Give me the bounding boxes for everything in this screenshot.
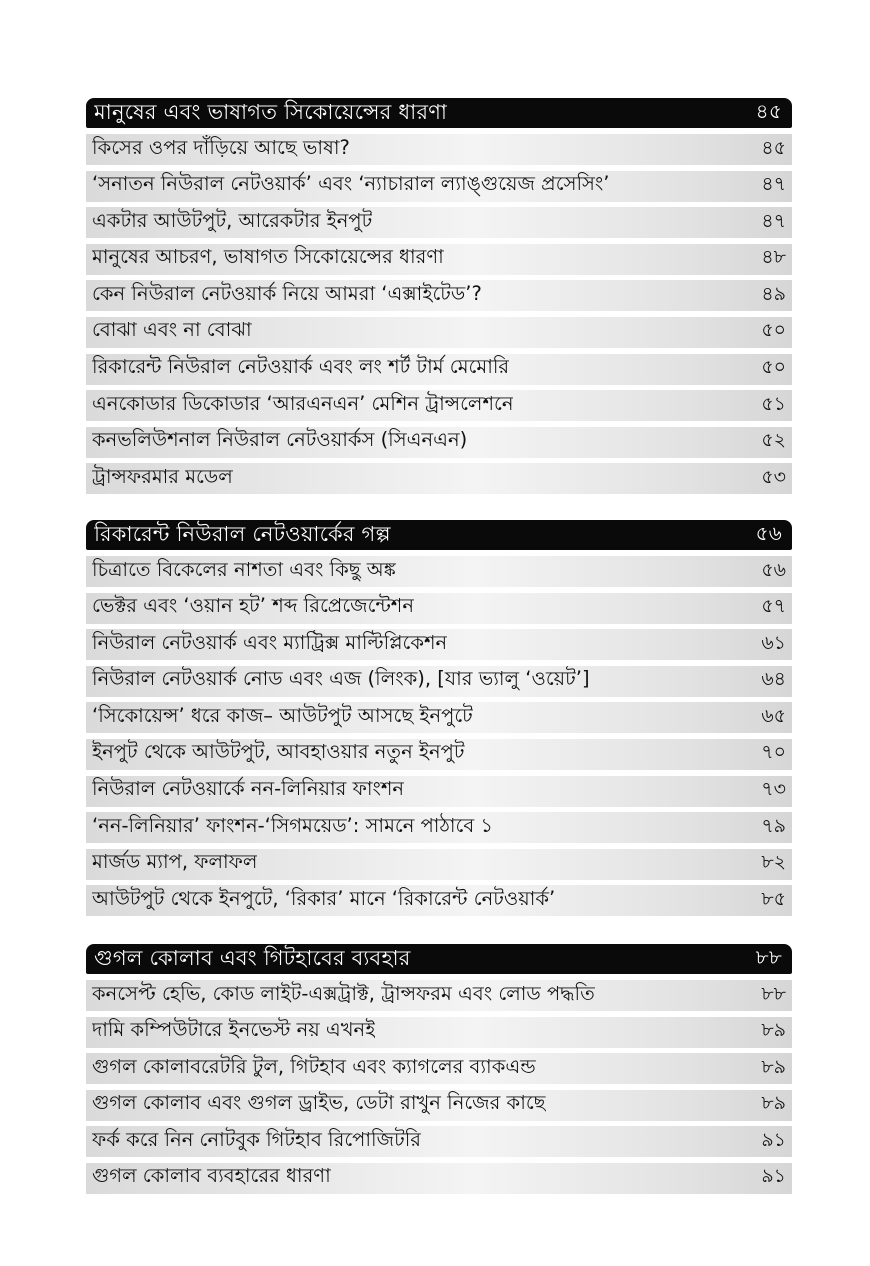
entry-title: চিত্রাতে বিকেলের নাশতা এবং কিছু অঙ্ক bbox=[92, 557, 396, 581]
toc-entry bbox=[86, 702, 792, 733]
entry-page-number: ৯১ bbox=[761, 1165, 786, 1188]
section-header bbox=[86, 520, 792, 550]
toc-entry bbox=[86, 354, 792, 385]
section-entries bbox=[86, 980, 792, 1194]
section-title: মানুষের এবং ভাষাগত সিকোয়েন্সের ধারণা bbox=[94, 99, 448, 124]
toc-entry bbox=[86, 427, 792, 458]
toc-section bbox=[86, 944, 792, 1200]
entry-title: গুগল কোলাব এবং গুগল ড্রাইভ, ডেটা রাখুন নিজের কাছে bbox=[92, 1091, 546, 1115]
toc-entry bbox=[86, 812, 792, 843]
entry-title: কনসেপ্ট হেভি, কোড লাইট-এক্সট্রাক্ট, ট্রান্সফরম এবং লোড পদ্ধতি bbox=[92, 981, 595, 1005]
toc-entry bbox=[86, 1017, 792, 1048]
entry-title: নিউরাল নেটওয়ার্ক নোড এবং এজ (লিংক), [যার ভ্যালু ‘ওয়েট’] bbox=[92, 667, 590, 691]
entry-title: বোঝা এবং না বোঝা bbox=[92, 318, 252, 342]
section-page-number: ৮৮ bbox=[755, 944, 782, 969]
entry-page-number: ৮৫ bbox=[761, 887, 786, 910]
entry-title: নিউরাল নেটওয়ার্কে নন-লিনিয়ার ফাংশন bbox=[92, 777, 405, 801]
entry-title: আউটপুট থেকে ইনপুটে, ‘রিকার’ মানে ‘রিকারেন্ট নেটওয়ার্ক’ bbox=[92, 886, 556, 910]
section-title: রিকারেন্ট নিউরাল নেটওয়ার্কের গল্প bbox=[94, 521, 391, 546]
toc-entry bbox=[86, 463, 792, 494]
entry-title: গুগল কোলাব ব্যবহারের ধারণা bbox=[92, 1164, 331, 1188]
toc-section bbox=[86, 520, 792, 922]
toc-entry bbox=[86, 1163, 792, 1194]
toc-entry bbox=[86, 207, 792, 238]
entry-page-number: ৯১ bbox=[761, 1128, 786, 1151]
toc-entry bbox=[86, 280, 792, 311]
entry-title: ট্রান্সফরমার মডেল bbox=[92, 464, 233, 488]
toc-entry bbox=[86, 134, 792, 165]
entry-title: রিকারেন্ট নিউরাল নেটওয়ার্ক এবং লং শর্ট টার্ম মেমোরি bbox=[92, 355, 510, 379]
entry-title: গুগল কোলাবরেটরি টুল, গিটহাব এবং ক্যাগলের ব্যাকএন্ড bbox=[92, 1054, 536, 1078]
toc-entry bbox=[86, 317, 792, 348]
toc-entry bbox=[86, 666, 792, 697]
toc-entry bbox=[86, 390, 792, 421]
entry-page-number: ৬৪ bbox=[761, 668, 786, 691]
entry-title: মার্জড ম্যাপ, ফলাফল bbox=[92, 850, 258, 874]
toc-entry bbox=[86, 885, 792, 916]
entry-title: ‘সনাতন নিউরাল নেটওয়ার্ক’ এবং ‘ন্যাচারাল ল্যাঙ্গুয়েজ প্রসেসিং’ bbox=[92, 172, 610, 196]
entry-page-number: ৭৩ bbox=[761, 778, 786, 801]
toc-section bbox=[86, 98, 792, 500]
entry-page-number: ৬৫ bbox=[761, 704, 786, 727]
toc-entry bbox=[86, 849, 792, 880]
entry-title: নিউরাল নেটওয়ার্ক এবং ম্যাট্রিক্স মাল্টিপ্লিকেশন bbox=[92, 630, 448, 654]
entry-page-number: ৫০ bbox=[761, 319, 786, 342]
toc-entry bbox=[86, 593, 792, 624]
section-page-number: ৫৬ bbox=[755, 520, 782, 545]
entry-title: একটার আউটপুট, আরেকটার ইনপুট bbox=[92, 208, 373, 232]
entry-page-number: ৪৭ bbox=[761, 173, 786, 196]
entry-page-number: ৭৯ bbox=[761, 814, 786, 837]
section-page-number: ৪৫ bbox=[755, 98, 782, 123]
entry-page-number: ৫০ bbox=[761, 356, 786, 379]
entry-page-number: ৫১ bbox=[761, 392, 786, 415]
entry-page-number: ৭০ bbox=[761, 741, 786, 764]
entry-page-number: ৫২ bbox=[761, 429, 786, 452]
entry-title: কনভলিউশনাল নিউরাল নেটওয়ার্কস (সিএনএন) bbox=[92, 428, 468, 452]
toc-entry bbox=[86, 1090, 792, 1121]
toc-entry bbox=[86, 739, 792, 770]
entry-title: মানুষের আচরণ, ভাষাগত সিকোয়েন্সের ধারণা bbox=[92, 245, 444, 269]
entry-page-number: ৫৬ bbox=[761, 558, 786, 581]
entry-page-number: ৮৮ bbox=[761, 982, 786, 1005]
entry-page-number: ৪৯ bbox=[761, 282, 786, 305]
toc-entry bbox=[86, 1053, 792, 1084]
entry-title: ‘সিকোয়েন্স’ ধরে কাজ– আউটপুট আসছে ইনপুটে bbox=[92, 703, 473, 727]
entry-page-number: ৬১ bbox=[761, 631, 786, 654]
toc-entry bbox=[86, 556, 792, 587]
toc-entry bbox=[86, 980, 792, 1011]
toc-entry bbox=[86, 629, 792, 660]
entry-title: ‘নন-লিনিয়ার’ ফাংশন-‘সিগময়েড’: সামনে পাঠাবে ১ bbox=[92, 813, 494, 837]
entry-page-number: ৮৯ bbox=[761, 1055, 786, 1078]
entry-page-number: ৪৮ bbox=[761, 246, 786, 269]
section-entries bbox=[86, 134, 792, 494]
toc-entry bbox=[86, 244, 792, 275]
section-header bbox=[86, 98, 792, 128]
section-header bbox=[86, 944, 792, 974]
entry-title: এনকোডার ডিকোডার ‘আরএনএন’ মেশিন ট্রান্সলেশনে bbox=[92, 391, 514, 415]
section-title: গুগল কোলাব এবং গিটহাবের ব্যবহার bbox=[94, 945, 411, 970]
entry-page-number: ৮২ bbox=[761, 851, 786, 874]
section-entries bbox=[86, 556, 792, 916]
entry-title: ফর্ক করে নিন নোটবুক গিটহাব রিপোজিটরি bbox=[92, 1127, 421, 1151]
entry-page-number: ৪৫ bbox=[761, 136, 786, 159]
toc-entry bbox=[86, 776, 792, 807]
entry-page-number: ৫৭ bbox=[761, 595, 786, 618]
entry-page-number: ৮৯ bbox=[761, 1092, 786, 1115]
entry-title: ভেক্টর এবং ‘ওয়ান হট’ শব্দ রিপ্রেজেন্টেশন bbox=[92, 594, 414, 618]
entry-page-number: ৫৩ bbox=[761, 465, 786, 488]
entry-title: কিসের ওপর দাঁড়িয়ে আছে ভাষা? bbox=[92, 135, 350, 159]
entry-page-number: ৮৯ bbox=[761, 1019, 786, 1042]
entry-title: দামি কম্পিউটারে ইনভেস্ট নয় এখনই bbox=[92, 1018, 376, 1042]
toc-entry bbox=[86, 171, 792, 202]
entry-title: ইনপুট থেকে আউটপুট, আবহাওয়ার নতুন ইনপুট bbox=[92, 740, 465, 764]
entry-page-number: ৪৭ bbox=[761, 209, 786, 232]
toc-entry bbox=[86, 1126, 792, 1157]
entry-title: কেন নিউরাল নেটওয়ার্ক নিয়ে আমরা ‘এক্সাইটেড’? bbox=[92, 281, 482, 305]
